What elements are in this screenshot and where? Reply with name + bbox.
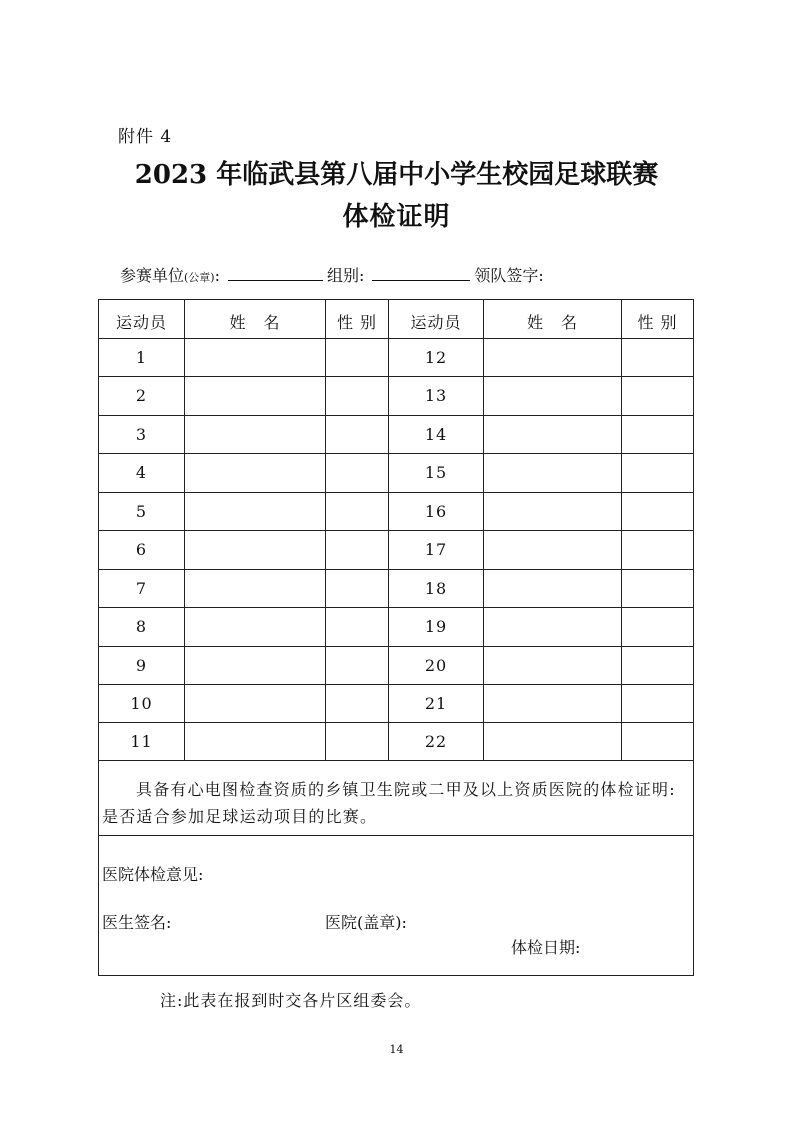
meta-line <box>120 263 544 286</box>
fill-cell[interactable] <box>484 416 621 453</box>
fill-cell[interactable] <box>326 570 388 607</box>
fill-cell[interactable] <box>484 723 621 760</box>
athlete-number-right: 14 <box>424 425 448 444</box>
fill-cell[interactable] <box>484 685 621 722</box>
column-rule <box>388 299 389 760</box>
page-subtitle: 体检证明 <box>342 202 451 232</box>
athlete-number-left: 10 <box>130 694 153 713</box>
athlete-number-left: 11 <box>130 732 153 751</box>
athlete-number-left: 9 <box>135 656 148 675</box>
athlete-number-left: 2 <box>135 386 148 405</box>
fill-cell[interactable] <box>326 416 388 453</box>
fill-cell[interactable] <box>326 647 388 684</box>
doctor-signature-label: 医生签名: <box>102 913 172 932</box>
unit-note: (公章) <box>184 271 215 284</box>
fill-cell[interactable] <box>622 685 693 722</box>
footnote: 注:此表在报到时交各片区组委会。 <box>160 991 422 1010</box>
header-name-right: 姓 名 <box>526 313 578 332</box>
athlete-number-right: 21 <box>424 694 448 713</box>
page-number: 14 <box>389 1043 404 1056</box>
fill-cell[interactable] <box>622 531 693 569</box>
group-label: 组别: <box>327 266 365 285</box>
page-title: 2023 年临武县第八届中小学生校园足球联赛 <box>134 160 659 190</box>
athlete-number-left: 7 <box>135 579 148 598</box>
fill-cell[interactable] <box>484 493 621 530</box>
unit-colon: : <box>214 266 220 285</box>
requirement-text: 具备有心电图检查资质的乡镇卫生院或二甲及以上资质医院的体检证明:是否适合参加足球运动项目的比赛。 <box>102 780 676 826</box>
fill-cell[interactable] <box>185 570 325 607</box>
exam-date-label: 体检日期: <box>511 938 581 957</box>
header-gender-left: 性 别 <box>336 313 378 332</box>
fill-cell[interactable] <box>185 647 325 684</box>
fill-cell[interactable] <box>326 685 388 722</box>
header-gender-right: 性 别 <box>637 313 678 332</box>
fill-cell[interactable] <box>326 339 388 376</box>
leader-label: 领队签字: <box>474 266 544 285</box>
athlete-number-left: 5 <box>135 502 148 521</box>
athlete-number-right: 18 <box>424 579 448 598</box>
athlete-number-right: 15 <box>424 463 448 482</box>
section-rule <box>98 835 693 836</box>
attachment-label: 附件 4 <box>118 127 173 147</box>
fill-cell[interactable] <box>185 608 325 646</box>
fill-cell[interactable] <box>484 570 621 607</box>
athlete-number-right: 13 <box>424 386 448 405</box>
fill-cell[interactable] <box>326 377 388 415</box>
fill-cell[interactable] <box>185 377 325 415</box>
header-athlete-right: 运动员 <box>410 313 462 332</box>
fill-cell[interactable] <box>622 608 693 646</box>
fill-cell[interactable] <box>185 531 325 569</box>
fill-cell[interactable] <box>326 531 388 569</box>
fill-cell[interactable] <box>622 339 693 376</box>
athlete-number-right: 12 <box>424 348 448 367</box>
fill-cell[interactable] <box>484 647 621 684</box>
opinion-label: 医院体检意见: <box>102 865 204 884</box>
athlete-number-right: 19 <box>424 617 448 636</box>
fill-cell[interactable] <box>185 339 325 376</box>
fill-cell[interactable] <box>484 454 621 492</box>
fill-cell[interactable] <box>185 416 325 453</box>
fill-cell[interactable] <box>185 723 325 760</box>
athlete-number-right: 20 <box>424 656 448 675</box>
fill-cell[interactable] <box>622 647 693 684</box>
athlete-number-right: 16 <box>424 502 448 521</box>
group-blank[interactable] <box>372 264 470 281</box>
fill-cell[interactable] <box>326 493 388 530</box>
fill-cell[interactable] <box>622 377 693 415</box>
fill-cell[interactable] <box>622 416 693 453</box>
athlete-number-left: 1 <box>135 348 148 367</box>
athlete-number-left: 4 <box>135 463 148 482</box>
fill-cell[interactable] <box>484 339 621 376</box>
unit-label: 参赛单位 <box>120 266 185 285</box>
fill-cell[interactable] <box>185 685 325 722</box>
hospital-seal-label: 医院(盖章): <box>325 913 407 932</box>
fill-cell[interactable] <box>185 454 325 492</box>
unit-blank[interactable] <box>228 264 323 281</box>
fill-cell[interactable] <box>326 608 388 646</box>
fill-cell[interactable] <box>326 723 388 760</box>
athlete-number-left: 3 <box>135 425 148 444</box>
fill-cell[interactable] <box>622 454 693 492</box>
athlete-number-right: 17 <box>424 540 448 559</box>
athlete-number-right: 22 <box>424 732 448 751</box>
header-athlete-left: 运动员 <box>115 313 167 332</box>
athlete-number-left: 6 <box>135 540 148 559</box>
row-rule <box>98 760 693 761</box>
fill-cell[interactable] <box>484 377 621 415</box>
fill-cell[interactable] <box>326 454 388 492</box>
fill-cell[interactable] <box>484 531 621 569</box>
fill-cell[interactable] <box>622 570 693 607</box>
header-name-left: 姓 名 <box>229 313 281 332</box>
athlete-number-left: 8 <box>135 617 148 636</box>
fill-cell[interactable] <box>484 608 621 646</box>
fill-cell[interactable] <box>185 493 325 530</box>
fill-cell[interactable] <box>622 723 693 760</box>
fill-cell[interactable] <box>622 493 693 530</box>
